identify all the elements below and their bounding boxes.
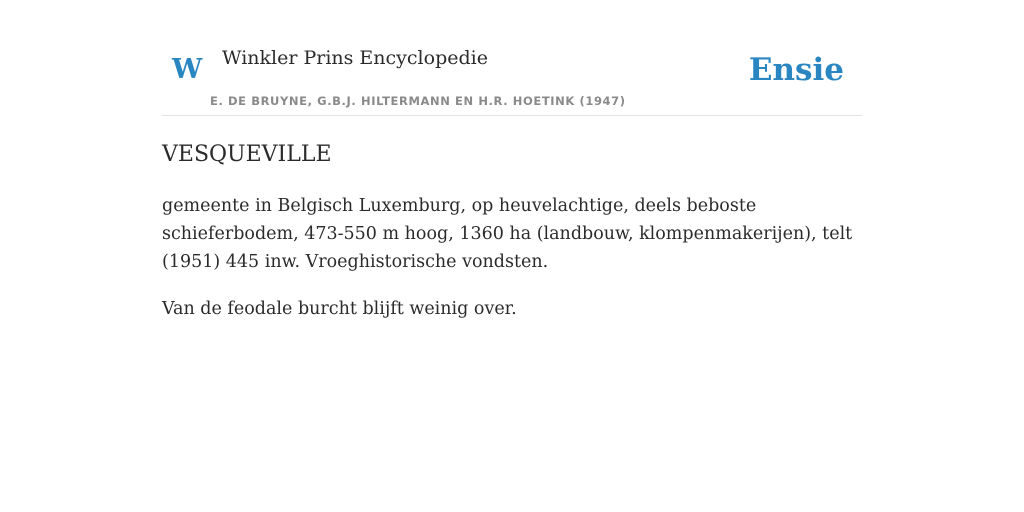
source-authors: E. DE BRUYNE, G.B.J. HILTERMANN EN H.R. HOETINK (1947) <box>210 94 626 108</box>
winkler-prins-logo[interactable]: W <box>172 54 203 85</box>
entry-body <box>162 192 862 342</box>
source-title[interactable]: Winkler Prins Encyclopedie <box>222 47 488 69</box>
page-container <box>162 0 862 319</box>
entry-paragraph: Van de feodale burcht blijft weinig over. <box>162 299 517 319</box>
entry-title: VESQUEVILLE <box>162 142 332 167</box>
source-header <box>162 0 862 116</box>
entry-paragraph: gemeente in Belgisch Luxemburg, op heuvelachtige, deels beboste schieferbodem, 473-550 m hoog, 1360 ha (landbouw, klompenmakerijen), telt (1951) 445 inw. Vroeghistorische vondsten. <box>162 196 853 272</box>
ensie-brand-link[interactable]: Ensie <box>748 52 844 88</box>
